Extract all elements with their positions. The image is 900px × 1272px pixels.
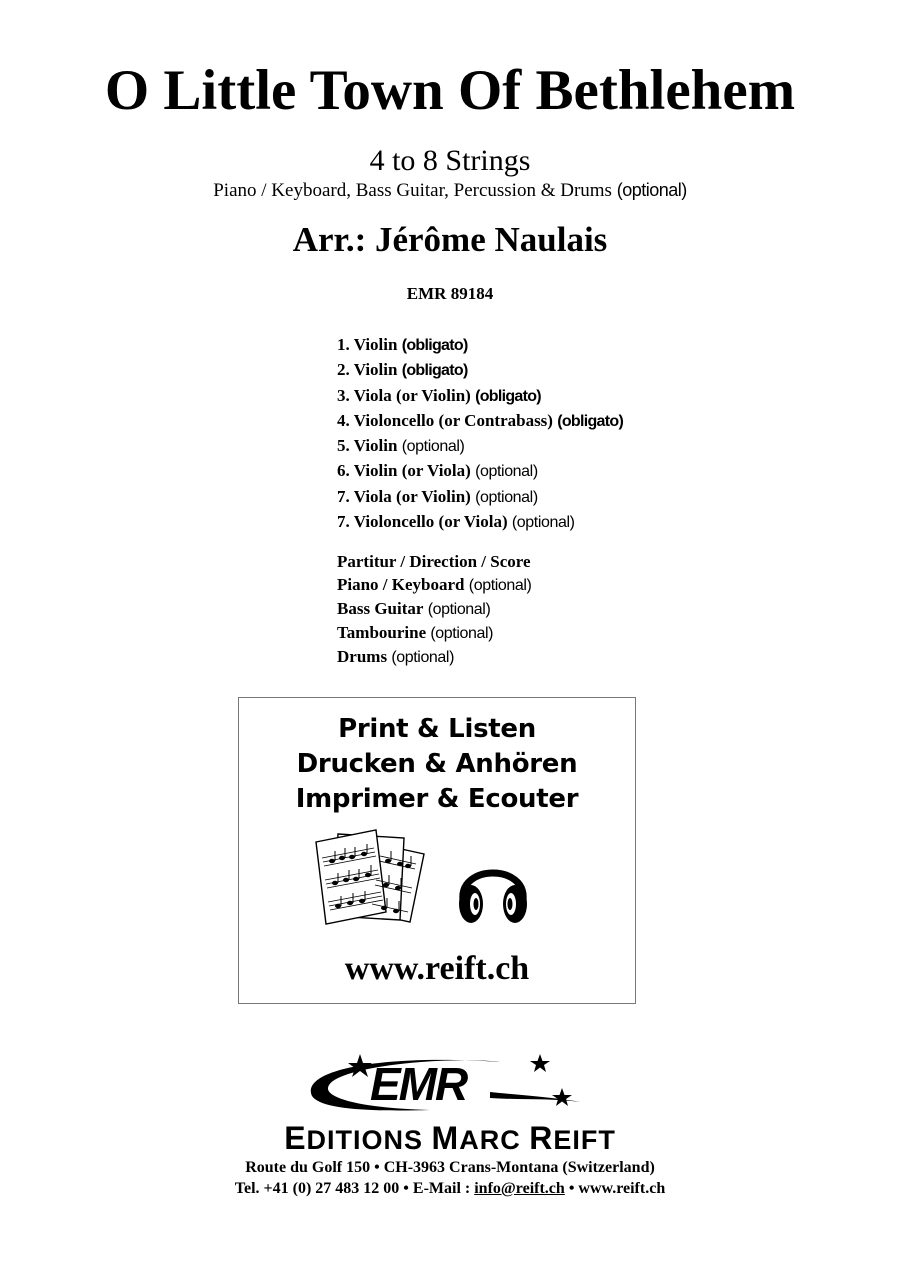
contact-prefix: Tel. +41 (0) 27 483 12 00 • E-Mail : [234,1180,475,1197]
promo-text [239,712,635,817]
extra-item [337,645,531,669]
parts-list [337,333,623,535]
extra-item [337,550,531,573]
sheet-music-icon [312,828,442,928]
instrumentation-main: Piano / Keyboard, Bass Guitar, Percussion & Drums [213,180,612,201]
promo-line-de: Drucken & Anhören [296,749,578,779]
part-name: 6. Violin (or Viola) [337,461,471,481]
promo-line-en: Print & Listen [338,714,536,744]
part-note: (optional) [475,488,538,506]
part-item [337,434,623,459]
brand-initial: E [284,1120,307,1156]
arranger: Arr.: Jérôme Naulais [292,220,608,259]
part-name: 7. Violoncello (or Viola) [337,512,508,532]
extra-note: (optional) [391,649,455,666]
headphones-icon [453,848,533,930]
email-link[interactable]: info@reift.ch [474,1180,565,1197]
extra-item [337,621,531,645]
extra-name: Partitur / Direction / Score [337,552,531,571]
instrumentation-line [0,180,900,202]
part-item [337,459,623,484]
extra-note: (optional) [427,601,491,618]
extra-note: (optional) [468,577,532,594]
extras-list [337,550,531,669]
part-note: (obligato) [401,362,468,380]
part-name: 7. Viola (or Violin) [337,486,471,506]
part-name: 3. Viola (or Violin) [337,385,471,405]
address-line: Route du Golf 150 • CH-3963 Crans-Montana (Switzerland) [245,1159,655,1176]
part-item [337,333,623,358]
part-name: 4. Violoncello (or Contrabass) [337,410,553,430]
print-listen-box[interactable] [238,697,636,1004]
part-name: 5. Violin [337,436,398,456]
brand-part: DITIONS [306,1125,432,1155]
promo-url-link[interactable]: www.reift.ch [344,950,530,987]
extra-name: Bass Guitar [337,599,424,618]
catalog-number: EMR 89184 [406,284,494,303]
contact-suffix: • www.reift.ch [564,1180,666,1197]
extra-name: Piano / Keyboard [337,575,465,594]
emr-logo [300,1052,590,1114]
part-note: (obligato) [557,412,624,430]
part-note: (optional) [401,438,465,456]
brand-part: ARC [459,1125,530,1155]
part-item [337,510,623,535]
brand-part: EIFT [553,1125,616,1155]
part-note: (obligato) [475,387,541,405]
logo-wordmark: EMR [370,1058,467,1110]
brand-initial: R [529,1120,554,1156]
promo-line-fr: Imprimer & Ecouter [295,784,579,814]
part-note: (optional) [475,463,538,481]
part-note: (obligato) [401,337,468,354]
extra-name: Drums [337,647,388,666]
extra-item [337,573,531,597]
extra-note: (optional) [430,625,494,642]
part-item [337,384,623,409]
extra-name: Tambourine [337,623,427,642]
part-item [337,409,623,434]
publisher-name [0,1120,900,1157]
part-name: 1. Violin [337,335,398,354]
instrumentation-note: (optional) [616,180,687,200]
part-note: (optional) [511,514,575,532]
publisher-address [0,1157,900,1199]
brand-initial: M [431,1120,460,1156]
ensemble-subtitle: 4 to 8 Strings [369,144,531,177]
part-name: 2. Violin [337,360,398,380]
extra-item [337,597,531,621]
part-item [337,358,623,383]
contact-line [0,1178,900,1199]
page-title: O Little Town Of Bethlehem [104,59,796,122]
part-item [337,485,623,510]
